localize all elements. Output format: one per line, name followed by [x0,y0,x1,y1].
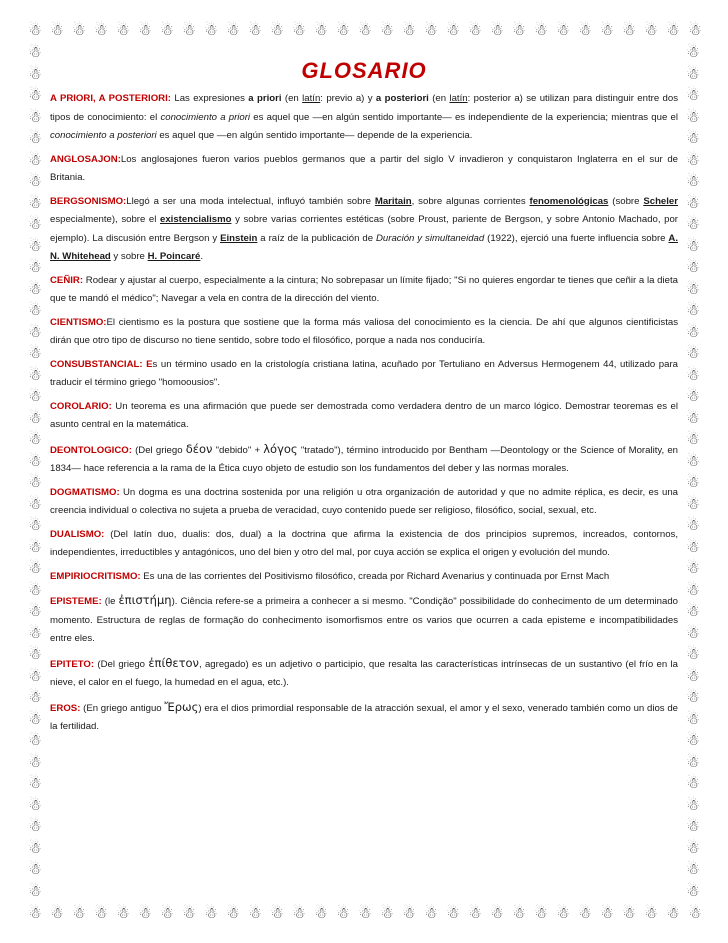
border-ornament-icon: ☃ [314,21,328,39]
border-ornament-icon: ☃ [686,430,700,448]
border-ornament-icon: ☃ [686,236,700,255]
border-ornament-icon: ☃ [336,21,350,39]
border-ornament-icon: ☃ [28,881,42,900]
border-ornament-icon: ☃ [578,904,592,922]
entry-text: es aquel que —en algún sentido importante— depende de la experiencia. [156,130,473,141]
entry-term: CEÑIR: [50,274,84,286]
border-ornament-icon: ☃ [468,21,482,39]
border-ornament-icon: ☃ [686,365,700,384]
border-ornament-icon: ☃ [314,904,328,922]
entry-empiriocritismo [50,568,678,587]
border-ornament-icon: ☃ [686,107,700,126]
border-ornament-icon: ☃ [28,774,42,792]
border-ornament-icon: ☃ [28,795,42,814]
border-ornament-icon: ☃ [686,709,700,728]
border-ornament-icon: ☃ [686,322,700,341]
entry-text: Llegó a ser una moda intelectual, influyó también sobre [126,195,375,207]
entry-text: "debido" + [212,444,264,456]
border-ornament-icon: ☃ [600,21,614,39]
entry-deontologico [50,440,678,479]
border-ornament-icon: ☃ [686,129,700,147]
border-ornament-icon: ☃ [686,516,700,534]
border-ornament-icon: ☃ [28,473,42,491]
border-ornament-icon: ☃ [446,904,460,922]
entry-text: El cientismo es la postura que sostiene que la forma más valiosa del conocimiento es la ciencia. De ahí que algunos cientificistas dirán que otro tipo de discurso no tiene sentido, sobre todo el filosófico, porque a nada nos conduciría. [50,316,678,346]
entry-text: y sobre varias corrientes estéticas (sobre Proust, pariente de Bergson, y sobre Antonio Machado, por ejemplo). La discusión entre Bergson y [50,214,678,244]
entry-term: CONSUBSTANCIAL: E [50,358,153,370]
entry-term: DEONTOLOGICO: [50,444,132,456]
border-ornament-icon: ☃ [686,537,700,556]
border-ornament-icon: ☃ [686,344,700,362]
entry-text: (1922), ejerció una fuerte influencia sobre [484,232,669,244]
border-ornament-icon: ☃ [28,752,42,771]
entry-text: (en [281,93,303,104]
border-ornament-icon: ☃ [686,623,700,642]
border-ornament-icon: ☃ [160,904,174,922]
entry-term: EPITETO: [50,658,95,670]
border-ornament-icon: ☃ [28,666,42,685]
top-border-decoration [24,20,704,42]
entry-dualismo [50,526,678,563]
entry-text: : posterior a) se utilizan para distinguir entre dos tipos de conocimiento: el [50,93,678,123]
entry-anglosajon [50,151,678,188]
border-ornament-icon: ☃ [468,904,482,922]
border-ornament-icon: ☃ [512,904,526,922]
border-ornament-icon: ☃ [28,236,42,255]
border-ornament-icon: ☃ [686,86,700,104]
greek-word: ἐπίθετον [148,655,199,670]
border-ornament-icon: ☃ [490,21,504,39]
border-ornament-icon: ☃ [28,709,42,728]
entry-episteme [50,591,678,649]
border-ornament-icon: ☃ [50,904,64,922]
entry-text: , agregado) es un adjetivo o participio, que resalta las características intrínsecas de un sustantivo (el frío en la nieve, el calor en el fuego, la humedad en el agua, etc.). [50,658,678,688]
border-ornament-icon: ☃ [28,688,42,706]
entry-term: ANGLOSAJON: [50,153,121,165]
entry-eros [50,698,678,737]
entry-term: A PRIORI, A POSTERIORI: [50,93,171,104]
border-ornament-icon: ☃ [28,537,42,556]
border-ornament-icon: ☃ [116,904,130,922]
border-ornament-icon: ☃ [28,817,42,835]
border-ornament-icon: ☃ [138,904,152,922]
border-ornament-icon: ☃ [688,904,702,922]
border-ornament-icon: ☃ [28,387,42,405]
border-ornament-icon: ☃ [686,881,700,900]
border-ornament-icon: ☃ [380,904,394,922]
border-ornament-icon: ☃ [686,645,700,663]
border-ornament-icon: ☃ [534,21,548,39]
border-ornament-icon: ☃ [28,301,42,319]
entry-text: s un término usado en la cristología cristiana latina, acuñado por Tertuliano en Adversus Hermogenem 44, utilizado para traducir el término griego "homoousios". [50,358,679,388]
link-maritain[interactable]: Maritain [374,195,412,207]
border-ornament-icon: ☃ [28,838,42,857]
entry-term: BERGSONISMO: [50,195,127,207]
border-ornament-icon: ☃ [28,430,42,448]
border-ornament-icon: ☃ [28,731,42,749]
link-existencialismo[interactable]: existencialismo [160,214,232,225]
border-ornament-icon: ☃ [490,904,504,922]
border-ornament-icon: ☃ [686,215,700,233]
border-ornament-icon: ☃ [28,860,42,878]
border-ornament-icon: ☃ [138,21,152,39]
border-ornament-icon: ☃ [686,43,700,61]
entry-text: Es una de las corrientes del Positivismo filosófico, creada por Richard Avenarius y continuada por Ernst Mach [140,570,610,582]
border-ornament-icon: ☃ [666,21,680,39]
border-ornament-icon: ☃ [686,666,700,685]
greek-word: ἐπιστήμη [118,593,172,607]
border-ornament-icon: ☃ [28,279,42,298]
border-ornament-icon: ☃ [686,387,700,405]
border-ornament-icon: ☃ [556,904,570,922]
entry-term: EMPIRIOCRITISMO: [50,570,141,582]
border-ornament-icon: ☃ [28,451,42,470]
border-ornament-icon: ☃ [28,365,42,384]
border-ornament-icon: ☃ [28,494,42,513]
border-ornament-icon: ☃ [686,451,700,470]
border-ornament-icon: ☃ [686,279,700,298]
italic-text: conocimiento a posteriori [50,130,157,141]
border-ornament-icon: ☃ [292,904,306,922]
border-ornament-icon: ☃ [28,904,42,922]
entry-text: Un teorema es una afirmación que puede ser demostrada como verdadera dentro de un marco lógico. Demostrar teoremas es el asunto central en la matemática. [50,400,678,430]
entry-epiteto [50,654,678,693]
entry-term: COROLARIO: [50,400,112,412]
border-ornament-icon: ☃ [116,21,130,39]
border-ornament-icon: ☃ [622,21,636,39]
border-ornament-icon: ☃ [28,580,42,599]
border-ornament-icon: ☃ [204,904,218,922]
entry-text: Las expresiones [170,93,249,104]
border-ornament-icon: ☃ [446,21,460,39]
link-poincare[interactable]: H. Poincaré [147,251,201,262]
border-ornament-icon: ☃ [402,21,416,39]
border-ornament-icon: ☃ [600,904,614,922]
link-whitehead[interactable]: A. N. Whitehead [50,232,678,262]
entry-cientismo [50,314,678,351]
border-ornament-icon: ☃ [248,21,262,39]
border-ornament-icon: ☃ [28,64,42,83]
border-ornament-icon: ☃ [556,21,570,39]
page-title: GLOSARIO [301,58,427,83]
entry-text: , sobre algunas corrientes [411,195,530,207]
entry-corolario [50,398,678,435]
border-ornament-icon: ☃ [686,258,700,276]
border-ornament-icon: ☃ [424,21,438,39]
entry-text: (le [101,596,119,607]
border-ornament-icon: ☃ [28,623,42,642]
entry-a-priori [50,90,678,146]
border-ornament-icon: ☃ [28,193,42,212]
border-ornament-icon: ☃ [28,258,42,276]
entry-term: EPISTEME: [50,596,102,607]
border-ornament-icon: ☃ [686,860,700,878]
entry-text: ). Ciência refere-se a primeira a conhecer a si mesmo. "Condição" possibilidade do conhecimento de um determinado momento. Estructura de reglas de formação do conhecimento isomorfismos entre os varios que ocurren a cada episteme e incompatibilidades entre eles. [50,596,678,644]
border-ornament-icon: ☃ [160,21,174,39]
entry-text: Rodear y ajustar al cuerpo, especialmente a la cintura; No sobrepasar un límite fijado; "Si no quieres engordar te tienes que ceñir a la dieta que te mandó el médico"; Navegar a vela en contra de la dirección del viento. [50,274,678,304]
border-ornament-icon: ☃ [28,21,42,39]
entry-term: DOGMATISMO: [50,486,120,498]
border-ornament-icon: ☃ [28,129,42,147]
italic-text: Duración y simultaneidad [375,232,485,244]
border-ornament-icon: ☃ [686,752,700,771]
border-ornament-icon: ☃ [226,904,240,922]
border-ornament-icon: ☃ [28,645,42,663]
link-latin[interactable]: latín [449,93,468,104]
keyword-a-priori: a priori [248,93,282,104]
link-scheler[interactable]: Scheler [643,195,678,207]
border-ornament-icon: ☃ [28,344,42,362]
border-ornament-icon: ☃ [686,193,700,212]
border-ornament-icon: ☃ [94,904,108,922]
border-ornament-icon: ☃ [686,817,700,835]
border-ornament-icon: ☃ [686,731,700,749]
border-ornament-icon: ☃ [686,795,700,814]
entry-term: EROS: [50,702,81,714]
border-ornament-icon: ☃ [666,904,680,922]
entry-text: (Del griego [131,444,186,456]
border-ornament-icon: ☃ [686,172,700,190]
border-ornament-icon: ☃ [686,473,700,491]
entry-text: (Del griego [94,658,149,670]
entry-text: Un dogma es una doctrina sostenida por una religión u otra organización de autoridad y que no admite réplica, es decir, es una creencia individual o colectiva no sujeta a prueba de veracidad, cuyo contenido puede ser religioso, filosófico, social, sexual, etc. [50,486,678,516]
border-ornament-icon: ☃ [28,150,42,169]
border-ornament-icon: ☃ [686,150,700,169]
entry-cenir [50,272,678,309]
entry-text: es aquel que —en algún sentido importante— es independiente de la experiencia; mientras que el [250,111,678,123]
border-ornament-icon: ☃ [380,21,394,39]
entry-text: (Del latín duo, dualis: dos, dual) a la doctrina que afirma la existencia de dos principios supremos, increados, contornos, independientes, irreductibles y antagónicos, uno del bien y otro del mal, por cuya acción se explica el origen y evolución del mundo. [50,528,678,558]
entry-text: (en [428,93,450,104]
border-ornament-icon: ☃ [686,580,700,599]
border-ornament-icon: ☃ [28,559,42,577]
entry-text: (En griego antiguo [80,702,165,714]
border-ornament-icon: ☃ [28,408,42,427]
border-ornament-icon: ☃ [270,904,284,922]
border-ornament-icon: ☃ [358,904,372,922]
link-einstein[interactable]: Einstein [220,232,258,244]
border-ornament-icon: ☃ [424,904,438,922]
border-ornament-icon: ☃ [686,838,700,857]
border-ornament-icon: ☃ [292,21,306,39]
border-ornament-icon: ☃ [512,21,526,39]
right-border-decoration [682,42,704,902]
entry-dogmatismo [50,484,678,521]
border-ornament-icon: ☃ [28,172,42,190]
link-fenomenologicas[interactable]: fenomenológicas [529,195,609,207]
keyword-a-posteriori: a posteriori [375,93,429,104]
border-ornament-icon: ☃ [402,904,416,922]
italic-text: conocimiento a priori [160,111,251,123]
bottom-border-decoration [24,903,704,925]
border-ornament-icon: ☃ [72,21,86,39]
entry-text: : previo a) y [320,93,376,104]
border-ornament-icon: ☃ [686,494,700,513]
entry-text: "tratado"), término introducido por Bentham —Deontology or the Science of Morality, en 1834— hace referencia a la rama de la Ética cuyo objeto de estudio son los fundamentos del deber y las normas morales. [50,444,678,474]
greek-word: λόγος [263,441,298,456]
entry-text: Los anglosajones fueron varios pueblos germanos que a partir del siglo V invadieron y conquistaron Inglaterra en el sur de Britania. [50,153,678,183]
border-ornament-icon: ☃ [28,107,42,126]
border-ornament-icon: ☃ [686,301,700,319]
border-ornament-icon: ☃ [226,21,240,39]
border-ornament-icon: ☃ [686,64,700,83]
entry-term: CIENTISMO: [50,316,107,328]
border-ornament-icon: ☃ [358,21,372,39]
border-ornament-icon: ☃ [248,904,262,922]
border-ornament-icon: ☃ [686,559,700,577]
border-ornament-icon: ☃ [28,602,42,620]
border-ornament-icon: ☃ [204,21,218,39]
border-ornament-icon: ☃ [622,904,636,922]
border-ornament-icon: ☃ [686,602,700,620]
border-ornament-icon: ☃ [644,904,658,922]
entry-text: . [200,251,204,262]
left-border-decoration [24,42,46,902]
border-ornament-icon: ☃ [686,774,700,792]
border-ornament-icon: ☃ [72,904,86,922]
border-ornament-icon: ☃ [534,904,548,922]
link-latin[interactable]: latín [302,93,321,104]
glossary-content [50,58,678,742]
border-ornament-icon: ☃ [578,21,592,39]
border-ornament-icon: ☃ [28,322,42,341]
border-ornament-icon: ☃ [28,215,42,233]
border-ornament-icon: ☃ [28,516,42,534]
greek-word: Ἔρως [164,699,199,714]
entry-term: DUALISMO: [50,528,105,540]
border-ornament-icon: ☃ [182,21,196,39]
entry-bergsonismo [50,193,678,267]
entry-consubstancial [50,356,678,393]
entry-text: especialmente), sobre el [50,214,160,225]
border-ornament-icon: ☃ [686,408,700,427]
border-ornament-icon: ☃ [644,21,658,39]
border-ornament-icon: ☃ [28,86,42,104]
greek-word: δέον [185,441,213,456]
border-ornament-icon: ☃ [28,43,42,61]
entry-text: (sobre [608,195,644,207]
entry-text: ) era el dios primordial responsable de la atracción sexual, el amor y el sexo, venerado también como un dios de la fertilidad. [50,702,678,732]
entry-text: y sobre [110,251,148,262]
border-ornament-icon: ☃ [270,21,284,39]
entry-text: a raíz de la publicación de [257,232,376,244]
border-ornament-icon: ☃ [688,21,702,39]
border-ornament-icon: ☃ [50,21,64,39]
border-ornament-icon: ☃ [686,688,700,706]
border-ornament-icon: ☃ [94,21,108,39]
border-ornament-icon: ☃ [182,904,196,922]
border-ornament-icon: ☃ [336,904,350,922]
